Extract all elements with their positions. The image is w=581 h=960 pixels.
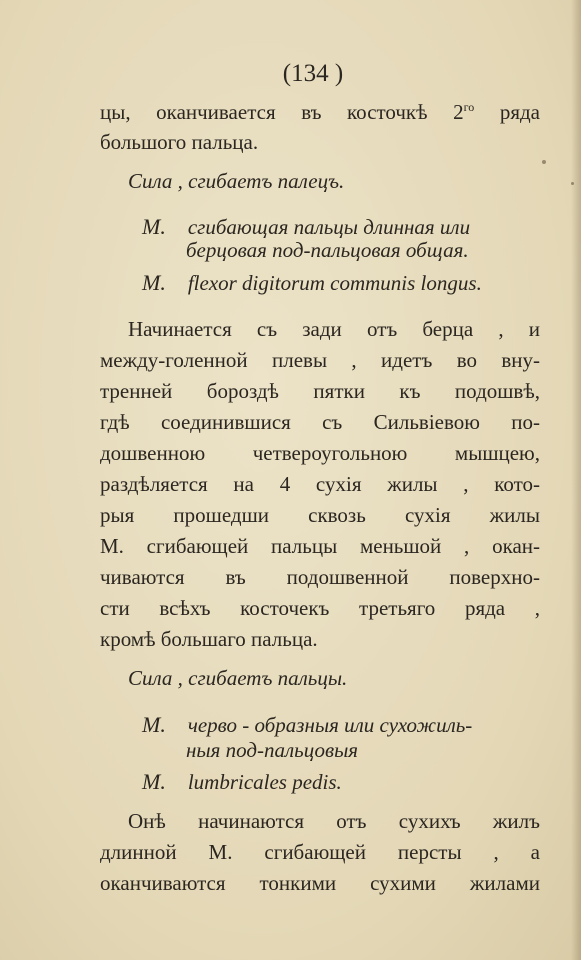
- muscle-mark: М.: [142, 270, 166, 295]
- body-line: гдѣ соединившися съ Сильвіевою по-: [100, 410, 540, 434]
- body-line: раздѣляется на 4 сухія жилы , кото-: [100, 472, 540, 496]
- body-line: Начинается съ зади отъ берца , и: [128, 317, 540, 341]
- muscle-name-ru-cont: ныя под-пальцовыя: [186, 738, 359, 762]
- paper-speck: [571, 182, 574, 185]
- body-line: Онѣ начинаются отъ сухихъ жилъ: [128, 809, 540, 833]
- body-line: большого пальца.: [100, 130, 259, 154]
- page-edge-shadow: [571, 0, 581, 960]
- muscle-mark: М.: [142, 214, 166, 239]
- body-line: М. сгибающей пальцы меньшой , окан-: [100, 534, 540, 558]
- body-line: между-голенной плевы , идетъ во вну-: [100, 348, 540, 372]
- page-number: (134 ): [282, 60, 344, 87]
- body-line-text: ряда: [474, 100, 540, 124]
- body-line: кромѣ большаго пальца.: [100, 627, 318, 651]
- muscle-name-ru-cont: берцовая под-пальцовая общая.: [186, 238, 469, 262]
- muscle-latin-heading: [142, 272, 482, 294]
- action-line: [128, 668, 347, 689]
- muscle-latin-heading: [142, 771, 342, 793]
- body-line: сти всѣхъ косточекъ третьяго ряда ,: [100, 596, 540, 620]
- body-line: тренней бороздѣ пятки къ подошвѣ,: [100, 379, 540, 403]
- muscle-name-ru: черво - образныя или сухожиль-: [187, 713, 473, 737]
- action-line: [128, 171, 344, 192]
- muscle-name-ru: сгибающая пальцы длинная или: [187, 215, 471, 239]
- muscle-mark: М.: [142, 712, 166, 737]
- paper-speck: [542, 160, 546, 164]
- muscle-name-latin: flexor digitorum communis longus.: [187, 271, 482, 295]
- body-line: чиваются въ подошвенной поверхно-: [100, 565, 540, 589]
- muscle-mark: М.: [142, 769, 166, 794]
- muscle-name-latin: lumbricales pedis.: [187, 770, 342, 794]
- superscript: го: [463, 100, 475, 114]
- body-line: рыя прошедши сквозь сухія жилы: [100, 503, 540, 527]
- body-line: дошвенною четвероугольною мышцею,: [100, 441, 540, 465]
- body-line: длинной М. сгибающей персты , а: [100, 840, 540, 864]
- muscle-heading: [142, 714, 472, 736]
- body-line: [100, 101, 540, 123]
- muscle-heading: [142, 216, 470, 238]
- action-text: Сила , сгибаетъ пальцы.: [128, 666, 348, 690]
- body-line: оканчиваются тонкими сухими жилами: [100, 871, 540, 895]
- action-text: Сила , сгибаетъ палецъ.: [128, 169, 345, 193]
- body-line-text: цы, оканчивается въ косточкѣ 2: [100, 100, 464, 124]
